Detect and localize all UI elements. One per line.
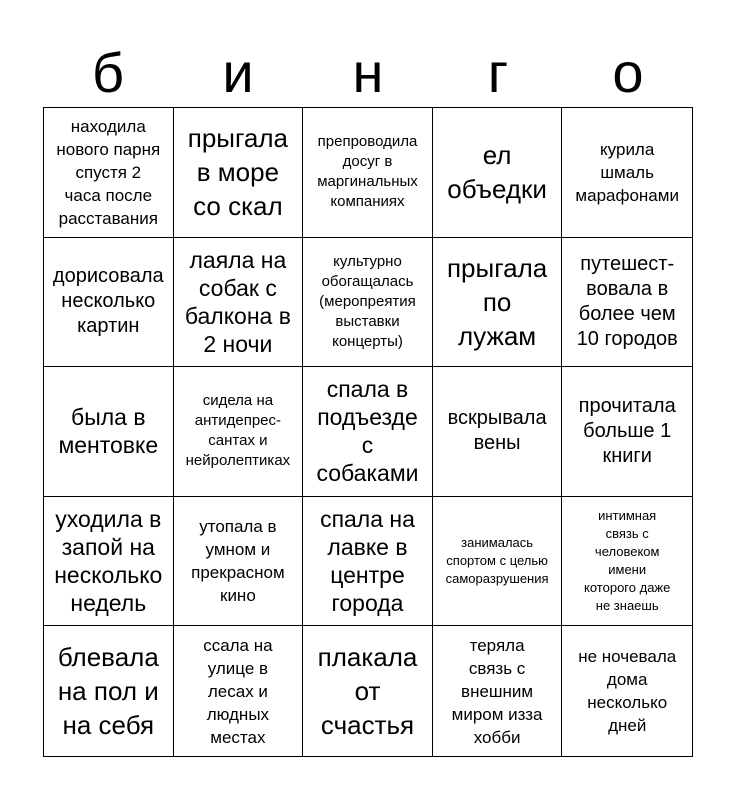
bingo-cell-r5c3[interactable] bbox=[303, 626, 433, 756]
cell-text: вскрывала вены bbox=[447, 407, 547, 455]
bingo-cell-r1c1[interactable] bbox=[44, 108, 174, 238]
cell-text: культурно обогащалась (меропреятия выставки концерты) bbox=[319, 252, 416, 350]
cell-text: утопала в умном и прекрасном кино bbox=[191, 517, 285, 606]
cell-text: находила нового парня спустя 2 часа после расставания bbox=[56, 116, 161, 228]
header-letter-o: о bbox=[612, 41, 644, 104]
bingo-cell-r1c3[interactable] bbox=[303, 108, 433, 238]
cell-text: препроводила досуг в маргинальных компаниях bbox=[317, 133, 418, 211]
bingo-cell-r3c3[interactable] bbox=[303, 367, 433, 497]
header-letter-b: б bbox=[91, 41, 125, 104]
cell-text: ссала на улице в лесах и людных местах bbox=[203, 635, 273, 747]
cell-text: была в ментовке bbox=[58, 404, 159, 459]
cell-text: прочитала больше 1 книги bbox=[578, 394, 676, 467]
header-letter-n: н bbox=[352, 41, 384, 104]
cell-text: плакала от счастья bbox=[317, 642, 418, 741]
bingo-cell-r4c5[interactable] bbox=[562, 497, 692, 627]
cell-text: прыгала по лужам bbox=[446, 252, 548, 351]
bingo-cell-r5c5[interactable] bbox=[562, 626, 692, 756]
cell-text: спала в подъезде с собаками bbox=[316, 376, 419, 487]
bingo-cell-r2c3[interactable] bbox=[303, 238, 433, 368]
bingo-cell-r3c2[interactable] bbox=[174, 367, 304, 497]
cell-text: уходила в запой на несколько недель bbox=[54, 506, 163, 617]
cell-text: спала на лавке в центре города bbox=[320, 506, 415, 617]
cell-text: интимная связь с человеком имени которого даже не знаешь bbox=[584, 508, 671, 614]
cell-text: курила шмаль марафонами bbox=[575, 139, 679, 205]
bingo-cell-r2c4[interactable] bbox=[433, 238, 563, 368]
header-letter-i: и bbox=[222, 41, 254, 104]
bingo-cell-r4c2[interactable] bbox=[174, 497, 304, 627]
bingo-cell-r4c3[interactable] bbox=[303, 497, 433, 627]
cell-text: блевала на пол и на себя bbox=[57, 642, 159, 741]
cell-text: сидела на антидепрес- сантах и нейролептиках bbox=[185, 392, 291, 470]
cell-text: теряла связь с внешним миром изза хобби bbox=[451, 635, 543, 747]
bingo-cell-r2c1[interactable] bbox=[44, 238, 174, 368]
cell-text: дорисовала несколько картин bbox=[52, 265, 164, 338]
cell-text: прыгала в море со скал bbox=[187, 123, 288, 222]
bingo-header bbox=[43, 40, 693, 106]
bingo-cell-r1c2[interactable] bbox=[174, 108, 304, 238]
bingo-cell-r3c4[interactable] bbox=[433, 367, 563, 497]
bingo-cell-r5c1[interactable] bbox=[44, 626, 174, 756]
cell-text: лаяла на собак с балкона в 2 ночи bbox=[184, 246, 291, 357]
bingo-board bbox=[43, 107, 693, 757]
header-letter-g: г bbox=[487, 41, 509, 104]
bingo-cell-r3c1[interactable] bbox=[44, 367, 174, 497]
bingo-cell-r2c2[interactable] bbox=[174, 238, 304, 368]
cell-text: путешест- вовала в более чем 10 городов bbox=[576, 252, 678, 350]
bingo-cell-r5c2[interactable] bbox=[174, 626, 304, 756]
cell-text: ел объедки bbox=[447, 140, 547, 205]
cell-text: не ночевала дома несколько дней bbox=[578, 647, 677, 736]
bingo-cell-r1c5[interactable] bbox=[562, 108, 692, 238]
bingo-cell-r5c4[interactable] bbox=[433, 626, 563, 756]
bingo-cell-r2c5[interactable] bbox=[562, 238, 692, 368]
bingo-cell-r1c4[interactable] bbox=[433, 108, 563, 238]
cell-text: занималась спортом с целью саморазрушения bbox=[445, 535, 549, 587]
bingo-cell-r4c4[interactable] bbox=[433, 497, 563, 627]
bingo-cell-r4c1[interactable] bbox=[44, 497, 174, 627]
bingo-cell-r3c5[interactable] bbox=[562, 367, 692, 497]
